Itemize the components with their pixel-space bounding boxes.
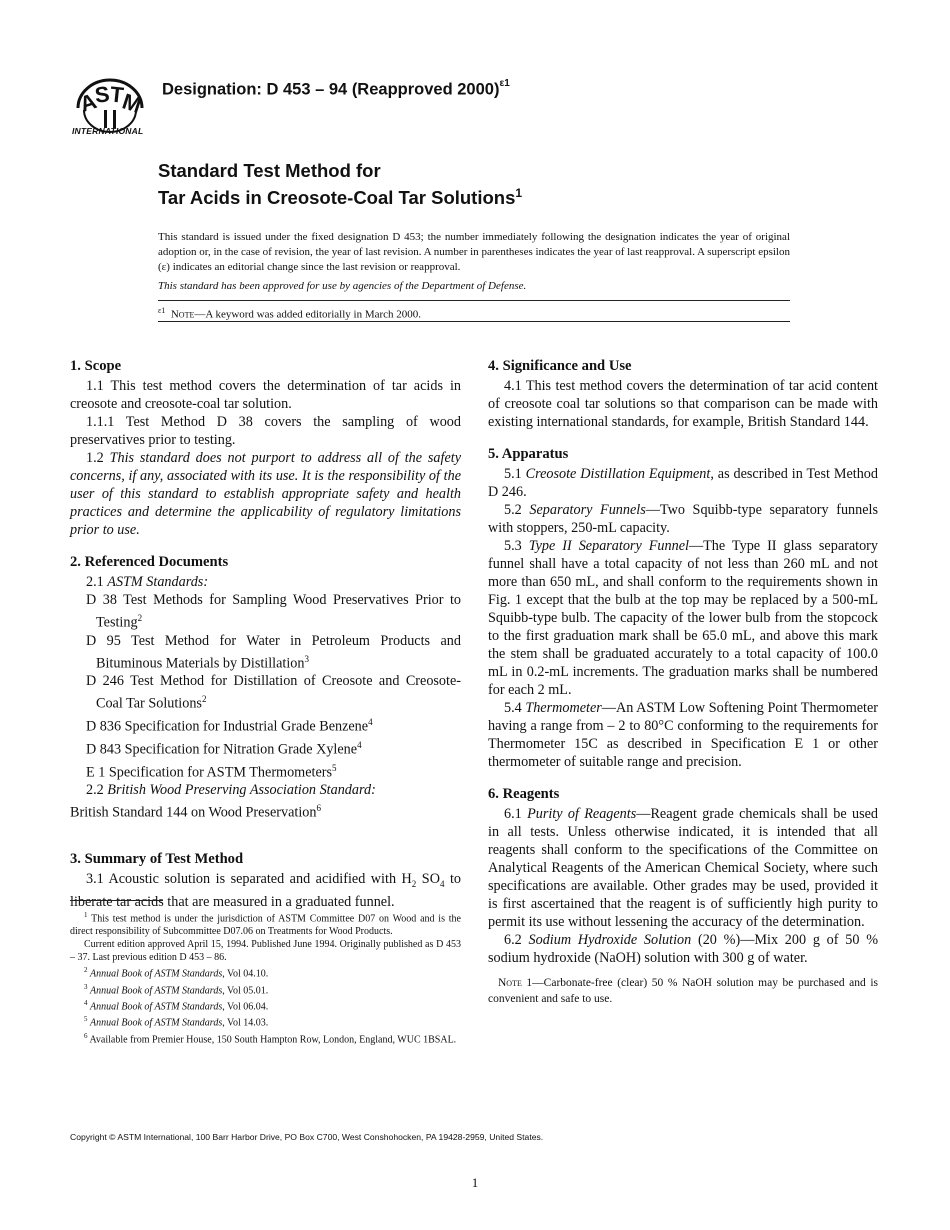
svg-text:S: S <box>93 81 111 108</box>
item-title: Sodium Hydroxide Solution <box>528 932 692 948</box>
note-text: 1—Carbonate-free (clear) 50 % NaOH solution may be purchased and is convenient and safe to use. <box>488 977 878 1005</box>
footnote-text: Current edition approved April 15, 1994. Published June 1994. Originally published as D 453 – 37. Last previous edition D 453 – 86. <box>70 939 461 964</box>
divider <box>158 300 790 301</box>
reference-text: D 836 Specification for Industrial Grade Benzene <box>86 718 369 735</box>
dod-approval-text: This standard has been approved for use by agencies of the Department of Defense. <box>158 280 527 292</box>
paragraph-number: 2.2 <box>86 782 108 799</box>
paragraph-1-2 <box>70 449 461 539</box>
reference-text: D 95 Test Method for Water in Petroleum Products and Bituminous Materials by Distillation <box>86 632 461 672</box>
footnote <box>70 1013 461 1029</box>
right-column <box>488 357 878 1007</box>
footnote-source: Annual Book of ASTM Standards <box>90 984 223 996</box>
footnote-source: Annual Book of ASTM Standards <box>90 1017 223 1029</box>
left-column <box>70 357 461 911</box>
paragraph-4-1: 4.1 This test method covers the determination of tar acid content of creosote coal tar solutions so that comparison can be made with existing international standards, for example, British Standard 144. <box>488 378 878 430</box>
subscript: 4 <box>439 878 445 889</box>
footnote-divider <box>70 900 163 901</box>
reference-item <box>70 713 461 736</box>
footnote <box>70 964 461 980</box>
title-line-2-text: Tar Acids in Creosote-Coal Tar Solutions <box>158 187 516 209</box>
footnote-number: 3 <box>84 982 88 991</box>
epsilon-note-text: —A keyword was added editorially in March 2000. <box>194 308 422 321</box>
epsilon-note <box>158 306 421 321</box>
preamble-text: This standard is issued under the fixed designation D 453; the number immediately following the designation indicates the year of original adoption or, in the case of revision, the year of last revision. A number in parentheses indicates the year of last reapproval. A superscript epsilon (ε) indicates an editorial change since the last revision or reapproval. <box>158 231 790 273</box>
reference-item <box>70 736 461 759</box>
item-title: Thermometer <box>525 700 602 716</box>
paragraph-number: 1.2 <box>86 450 110 466</box>
item-title: Type II Separatory Funnel <box>528 538 689 554</box>
paragraph-number: 6.2 <box>504 932 529 948</box>
paragraph-2-1 <box>70 573 461 591</box>
footnote <box>70 938 461 964</box>
page-number: 1 <box>471 1175 479 1190</box>
footnote <box>70 909 461 938</box>
svg-text:T: T <box>108 81 125 108</box>
note-label: Note <box>170 308 195 321</box>
paragraph-number: 2.1 <box>86 574 108 590</box>
footnote-ref: 5 <box>332 762 337 773</box>
section-heading-reagents: 6. Reagents <box>488 786 560 802</box>
reference-text: E 1 Specification for ASTM Thermometers <box>86 764 332 781</box>
designation-epsilon: ε1 <box>499 78 510 89</box>
footnote-ref: 4 <box>357 739 362 750</box>
paragraph-5-2 <box>488 501 878 537</box>
reference-item <box>70 799 461 822</box>
item-title: Purity of Reagents <box>527 806 637 822</box>
footnote-source: Annual Book of ASTM Standards <box>90 1001 223 1013</box>
section-heading-apparatus: 5. Apparatus <box>488 446 569 462</box>
paragraph-text: SO <box>416 871 440 888</box>
paragraph-number: 6.1 <box>504 806 528 822</box>
reference-text: D 38 Test Methods for Sampling Wood Preservatives Prior to Testing <box>86 592 461 631</box>
page-title <box>158 160 522 209</box>
copyright-notice: Copyright © ASTM International, 100 Barr Harbor Drive, PO Box C700, West Conshohocken, PA 19428-2959, United States. <box>70 1132 544 1142</box>
paragraph-number: 5.3 <box>504 538 529 554</box>
astm-logo <box>70 70 150 140</box>
svg-text:A: A <box>76 88 100 117</box>
paragraph-5-1 <box>488 465 878 501</box>
footnote-text: Available from Premier House, 150 South Hampton Row, London, England, WUC 1BSAL. <box>89 1033 457 1045</box>
reference-item <box>70 591 461 632</box>
footnote-number: 4 <box>84 998 88 1007</box>
reference-item <box>70 759 461 782</box>
paragraph-5-3 <box>488 537 878 699</box>
paragraph-text: 3.1 Acoustic solution is separated and acidified with H <box>86 871 412 888</box>
paragraph-text: —Reagent grade chemicals shall be used in all tests. Unless otherwise indicated, it is intended that all reagents shall conform to the specifications of the Committee on Analytical Reagents of the American Chemical Society, where such specifications are available. Other grades may be used, provided it is first ascertained that the reagent is of sufficiently high purity to permit its use without lessening the accuracy of the determination. <box>488 806 879 930</box>
section-heading-significance: 4. Significance and Use <box>488 358 632 374</box>
paragraph-number: 5.4 <box>504 700 526 716</box>
footnote-ref: 6 <box>316 803 321 814</box>
paragraph-1-1: 1.1 This test method covers the determination of tar acids in creosote and creosote-coal tar solution. <box>70 378 461 412</box>
footnote-text: , Vol 06.04. <box>222 1001 269 1013</box>
footnote <box>70 1030 461 1046</box>
footnote-text: , Vol 04.10. <box>222 968 269 980</box>
astm-standards-label: ASTM Standards: <box>107 574 209 590</box>
footnote-ref: 2 <box>201 694 207 705</box>
paragraph-text: to liberate tar acids that are measured in a graduated funnel. <box>70 871 461 910</box>
section-heading-summary: 3. Summary of Test Method <box>70 851 244 868</box>
section-heading-scope: 1. Scope <box>70 358 122 374</box>
item-title: Separatory Funnels <box>529 502 646 518</box>
footnote-ref: 3 <box>304 653 309 664</box>
footnote-number: 5 <box>84 1015 88 1024</box>
paragraph-text: , as described in Test Method D 246. <box>488 466 878 500</box>
paragraph-6-2 <box>488 931 878 967</box>
section-heading-referenced-documents: 2. Referenced Documents <box>70 554 229 570</box>
safety-statement: This standard does not purport to address all of the safety concerns, if any, associated with its use. It is the responsibility of the user of this standard to establish appropriate safety and health practices and determine the applicability of regulatory limitations prior to use. <box>70 450 462 538</box>
reference-text: D 843 Specification for Nitration Grade Xylene <box>86 741 358 758</box>
item-title: Creosote Distillation Equipment <box>525 466 711 482</box>
designation-text: Designation: D 453 – 94 (Reapproved 2000) <box>162 80 500 99</box>
paragraph-1-1-1: 1.1.1 Test Method D 38 covers the sampling of wood preservatives prior to testing. <box>70 414 461 448</box>
title-footnote-ref: 1 <box>515 186 523 200</box>
title-line-2 <box>158 182 522 209</box>
footnote-ref: 2 <box>137 613 143 623</box>
footnote-text: , Vol 14.03. <box>222 1017 269 1029</box>
subscript: 2 <box>411 878 417 889</box>
footnote-ref: 4 <box>368 717 373 728</box>
title-line-1: Standard Test Method for <box>158 160 381 181</box>
logo-international-text: INTERNATIONAL <box>72 126 144 136</box>
paragraph-text: —The Type II glass separatory funnel shall have a total capacity of not less than 260 mL and not more than 650 mL, and shall conform to the requirements shown in Fig. 1 except that the bulb at the top may be replaced by a 500-mL Squibb-type bulb. The capacity of the lower bulb from the stopcock to the first graduation mark shall be 65.0 mL, and above this mark the stem shall be graduated accurately to a total capacity of 100.0 mL in 0.2-mL increments. The graduation marks shall be numbered for each 2 mL. <box>488 538 878 698</box>
reference-text: D 246 Test Method for Distillation of Creosote and Creosote-Coal Tar Solutions <box>86 673 461 713</box>
paragraph-text: —An ASTM Low Softening Point Thermometer having a range from – 2 to 80°C conforming to the requirements for Thermometer 15C as described in Specification E 1 or other thermometer of suitable range and precision. <box>488 700 878 770</box>
epsilon-note-sup: ε1 <box>158 306 166 315</box>
footnotes <box>70 909 461 1046</box>
footnote <box>70 981 461 997</box>
paragraph-5-4 <box>488 699 878 771</box>
paragraph-number: 5.1 <box>504 466 526 482</box>
bwpa-standard-label: British Wood Preserving Association Standard: <box>107 782 376 799</box>
divider <box>158 321 790 322</box>
paragraph-text: (20 %)—Mix 200 g of 50 % sodium hydroxide (NaOH) solution with 300 g of water. <box>488 932 879 966</box>
footnote-text: , Vol 05.01. <box>222 984 269 996</box>
footnote-text: This test method is under the jurisdiction of ASTM Committee D07 on Wood and is the direct responsibility of Subcommittee D07.06 on Treatments for Wood Products. <box>70 913 461 938</box>
reference-item <box>70 632 461 673</box>
footnote <box>70 997 461 1013</box>
note-label: Note <box>498 977 522 989</box>
reference-item <box>70 672 461 713</box>
paragraph-text: —Two Squibb-type separatory funnels with stoppers, 250-mL capacity. <box>488 502 878 536</box>
footnote-number: 1 <box>84 911 88 919</box>
paragraph-3-1 <box>70 870 461 911</box>
designation <box>162 80 510 100</box>
reference-text: British Standard 144 on Wood Preservation <box>70 805 317 822</box>
paragraph-6-1 <box>488 805 878 931</box>
footnote-number: 2 <box>84 966 88 975</box>
paragraph-2-2 <box>70 781 461 799</box>
paragraph-number: 5.2 <box>504 502 530 518</box>
footnote-number: 6 <box>84 1031 88 1040</box>
footnote-source: Annual Book of ASTM Standards <box>90 968 223 980</box>
note-1 <box>488 975 878 1007</box>
svg-text:M: M <box>119 88 145 118</box>
